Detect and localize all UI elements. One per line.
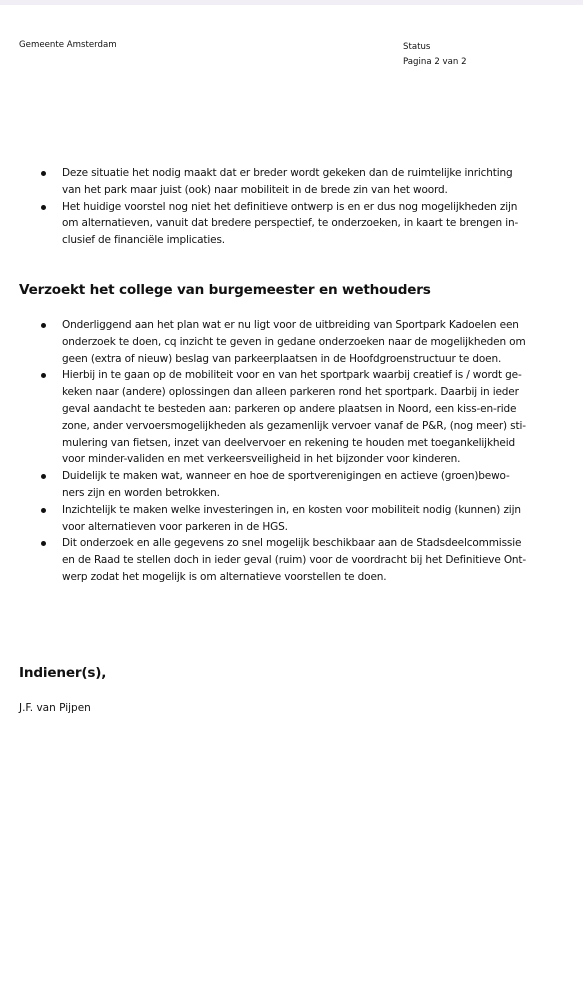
bullet-line: om alternatieven, vanuit dat bredere perspectief, te onderzoeken, in kaart te brengen in- [62, 217, 519, 230]
bullet-item [40, 535, 530, 585]
bullet-line: Duidelijk te maken wat, wanneer en hoe de sportverenigingen en actieve (groen)bewo- [62, 470, 510, 483]
bullet-line: clusief de financiële implicaties. [62, 234, 225, 247]
bullet-line: Het huidige voorstel nog niet het definitieve ontwerp is en er dus nog mogelijkheden zijn [62, 200, 518, 213]
bullet-item [40, 502, 530, 536]
bullet-line: Onderliggend aan het plan wat er nu ligt voor de uitbreiding van Sportpark Kadoelen een [62, 319, 519, 331]
bullet-item [40, 468, 530, 502]
bullet-item [40, 317, 530, 367]
status-label: Status [403, 42, 431, 52]
bullet-line: keken naar (andere) oplossingen dan alleen parkeren rond het sportpark. Daarbij in ieder [62, 386, 519, 399]
bullet-icon [41, 508, 46, 513]
bullet-line: geen (extra of nieuw) beslag van parkeerplaatsen in de Hoofdgroenstructuur te doen. [62, 352, 502, 365]
bullet-line: en de Raad te stellen doch in ieder geval (ruim) voor de voordracht bij het Definitieve Ont- [62, 554, 527, 567]
request-heading: Verzoekt het college van burgemeester en wethouders [19, 282, 431, 298]
bullet-line: Hierbij in te gaan op de mobiliteit voor en van het sportpark waarbij creatief is / wordt ge- [62, 369, 522, 382]
bullet-line: geval aandacht te besteden aan: parkeren op andere plaatsen in Noord, een kiss-en-ride [62, 402, 517, 415]
page-number: Pagina 2 van 2 [403, 57, 467, 67]
bullet-line: Dit onderzoek en alle gegevens zo snel mogelijk beschikbaar aan de Stadsdeelcommissie [62, 537, 522, 550]
bullet-icon [41, 474, 46, 479]
bullet-line: Deze situatie het nodig maakt dat er breder wordt gekeken dan de ruimtelijke inrichting [62, 167, 513, 179]
bullet-line: Inzichtelijk te maken welke investeringen in, en kosten voor mobiliteit nodig (kunnen) zijn [62, 503, 521, 516]
bullet-icon [41, 541, 46, 546]
bullet-icon [41, 373, 46, 378]
bullet-icon [41, 205, 46, 210]
bullet-line: mulering van fietsen, inzet van deelvervoer en rekening te houden met toegankelijkheid [62, 436, 515, 449]
bullet-item [40, 199, 530, 249]
submitter-name: J.F. van Pijpen [19, 702, 91, 714]
top-bar [0, 0, 583, 5]
intro-bullet-list [40, 165, 530, 249]
bullet-item [40, 367, 530, 468]
bullet-line: onderzoek te doen, cq inzicht te geven in gedane onderzoeken naar de mogelijkheden om [62, 335, 526, 348]
bullet-line: zone, ander vervoersmogelijkheden als gezamenlijk vervoer vanaf de P&R, (nog meer) sti- [62, 419, 526, 432]
bullet-line: ners zijn en worden betrokken. [62, 486, 220, 499]
bullet-line: voor alternatieven voor parkeren in de HGS. [62, 520, 288, 533]
document-meta [403, 40, 467, 70]
bullet-line: van het park maar juist (ook) naar mobiliteit in de brede zin van het woord. [62, 183, 448, 196]
organisation-name: Gemeente Amsterdam [19, 40, 117, 50]
bullet-line: voor minder-validen en met verkeersveiligheid in het bijzonder voor kinderen. [62, 453, 461, 466]
submitter-heading: Indiener(s), [19, 665, 107, 681]
bullet-icon [41, 171, 46, 176]
bullet-icon [41, 323, 46, 328]
request-bullet-list [40, 317, 530, 586]
bullet-item [40, 165, 530, 199]
bullet-line: werp zodat het mogelijk is om alternatieve voorstellen te doen. [62, 570, 387, 583]
